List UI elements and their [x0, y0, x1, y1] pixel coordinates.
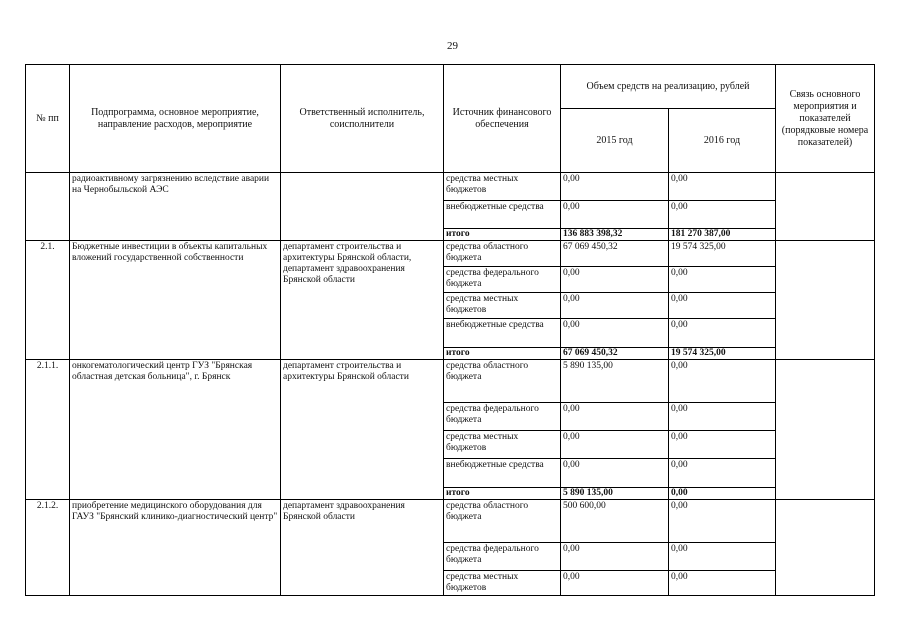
amount-2016: 19 574 325,00: [669, 348, 776, 360]
amount-2016: 0,00: [669, 543, 776, 571]
amount-2015: 67 069 450,32: [561, 348, 669, 360]
amount-2016: 0,00: [669, 403, 776, 431]
header-executor: Ответственный исполнитель, соисполнители: [281, 65, 444, 173]
amount-2016: 0,00: [669, 267, 776, 293]
funding-source: средства федерального бюджета: [444, 543, 561, 571]
page-number: 29: [447, 40, 458, 52]
row-number: 2.1.: [26, 241, 70, 360]
indicator-link: [776, 360, 875, 500]
indicator-link: [776, 500, 875, 596]
amount-2015: 0,00: [561, 319, 669, 348]
table-row: [26, 500, 875, 543]
funding-source: средства местных бюджетов: [444, 293, 561, 319]
amount-2016: 0,00: [669, 488, 776, 500]
amount-2016: 0,00: [669, 360, 776, 403]
table-body: [26, 173, 875, 596]
amount-2015: 0,00: [561, 293, 669, 319]
funding-source: средства местных бюджетов: [444, 571, 561, 596]
funding-source: средства областного бюджета: [444, 360, 561, 403]
header-year-2015: 2015 год: [561, 109, 669, 173]
funding-source: средства местных бюджетов: [444, 173, 561, 201]
table-header: [26, 65, 875, 173]
activity-name: онкогематологический центр ГУЗ "Брянская областная детская больница", г. Брянск: [70, 360, 281, 500]
amount-2015: 136 883 398,32: [561, 229, 669, 241]
amount-2015: 0,00: [561, 173, 669, 201]
funding-source: внебюджетные средства: [444, 201, 561, 229]
funding-source: средства федерального бюджета: [444, 267, 561, 293]
amount-2016: 0,00: [669, 319, 776, 348]
indicator-link: [776, 241, 875, 360]
amount-2016: 0,00: [669, 500, 776, 543]
amount-2015: 0,00: [561, 267, 669, 293]
header-source: Источник финансового обеспечения: [444, 65, 561, 173]
amount-2015: 0,00: [561, 543, 669, 571]
executor: департамент здравоохранения Брянской области: [281, 500, 444, 596]
funding-source: внебюджетные средства: [444, 319, 561, 348]
amount-2016: 0,00: [669, 571, 776, 596]
amount-2015: 0,00: [561, 459, 669, 488]
amount-2015: 67 069 450,32: [561, 241, 669, 267]
amount-2016: 0,00: [669, 459, 776, 488]
row-number: 2.1.2.: [26, 500, 70, 596]
table-row: [26, 241, 875, 267]
funding-source: итого: [444, 348, 561, 360]
funding-source: средства федерального бюджета: [444, 403, 561, 431]
funding-source: итого: [444, 488, 561, 500]
header-no: № пп: [26, 65, 70, 173]
amount-2015: 0,00: [561, 571, 669, 596]
header-subprogram: Подпрограмма, основное мероприятие, направление расходов, мероприятие: [70, 65, 281, 173]
amount-2016: 0,00: [669, 431, 776, 459]
amount-2015: 5 890 135,00: [561, 488, 669, 500]
amount-2016: 181 270 387,00: [669, 229, 776, 241]
activity-name: приобретение медицинского оборудования для ГАУЗ "Брянский клинико-диагностический центр": [70, 500, 281, 596]
executor: департамент строительства и архитектуры Брянской области: [281, 360, 444, 500]
activity-name: Бюджетные инвестиции в объекты капитальных вложений государственной собственности: [70, 241, 281, 360]
amount-2015: 5 890 135,00: [561, 360, 669, 403]
amount-2015: 0,00: [561, 201, 669, 229]
amount-2016: 0,00: [669, 293, 776, 319]
budget-table: [25, 64, 875, 596]
executor: департамент строительства и архитектуры Брянской области, департамент здравоохранения Брянской области: [281, 241, 444, 360]
funding-source: средства местных бюджетов: [444, 431, 561, 459]
amount-2016: 19 574 325,00: [669, 241, 776, 267]
header-volume: Объем средств на реализацию, рублей: [561, 65, 776, 109]
amount-2016: 0,00: [669, 173, 776, 201]
executor: [281, 173, 444, 241]
indicator-link: [776, 173, 875, 241]
row-number: [26, 173, 70, 241]
amount-2016: 0,00: [669, 201, 776, 229]
table-row: [26, 173, 875, 201]
amount-2015: 0,00: [561, 431, 669, 459]
header-year-2016: 2016 год: [669, 109, 776, 173]
funding-source: внебюджетные средства: [444, 459, 561, 488]
funding-source: итого: [444, 229, 561, 241]
amount-2015: 0,00: [561, 403, 669, 431]
activity-name: радиоактивному загрязнению вследствие аварии на Чернобыльской АЭС: [70, 173, 281, 241]
amount-2015: 500 600,00: [561, 500, 669, 543]
header-link: Связь основного мероприятия и показателей (порядковые номера показателей): [776, 65, 875, 173]
funding-source: средства областного бюджета: [444, 500, 561, 543]
table-row: [26, 360, 875, 403]
funding-source: средства областного бюджета: [444, 241, 561, 267]
row-number: 2.1.1.: [26, 360, 70, 500]
